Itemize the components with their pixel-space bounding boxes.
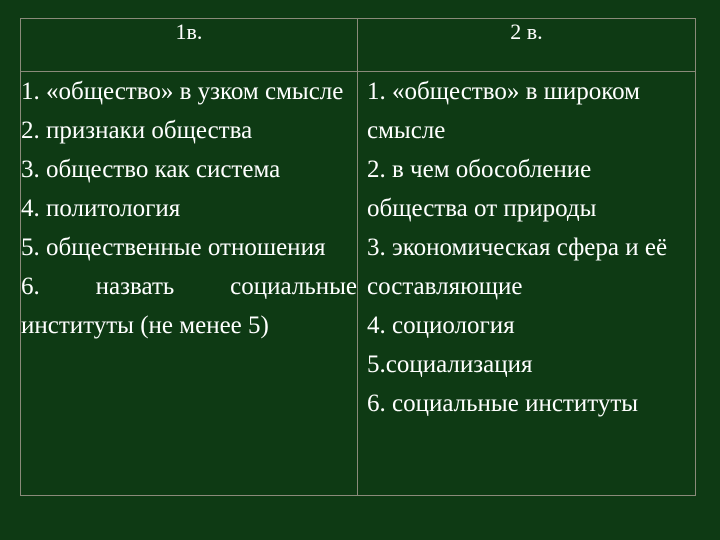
variant-2-item: 4. социология <box>367 312 515 339</box>
header-row <box>21 19 696 72</box>
variant-2-item: 2. в чем обособление общества от природы <box>367 156 597 222</box>
variant-2-item: 1. «общество» в широком смысле <box>367 78 640 144</box>
variant-2-item: 6. социальные институты <box>367 390 639 417</box>
variant-1-list <box>21 72 358 496</box>
variant-2-item: 5.социализация <box>367 351 533 378</box>
variant-1-item: 6. назвать социальные институты (не менее 5) <box>21 273 357 339</box>
variant-1-item: 5. общественные отношения <box>21 234 326 261</box>
variants-table <box>20 18 696 496</box>
variant-2-item: 3. экономическая сфера и её составляющие <box>367 234 668 300</box>
variant-2-list <box>358 72 696 496</box>
variant-1-item: 3. общество как система <box>21 156 281 183</box>
variant-1-item: 4. политология <box>21 195 181 222</box>
content-row <box>21 72 696 496</box>
variant-1-item: 1. «общество» в узком смысле <box>21 78 344 105</box>
variant-1-item: 2. признаки общества <box>21 117 253 144</box>
variant-1-header: 1в. <box>21 19 358 72</box>
variant-2-header: 2 в. <box>358 19 696 72</box>
